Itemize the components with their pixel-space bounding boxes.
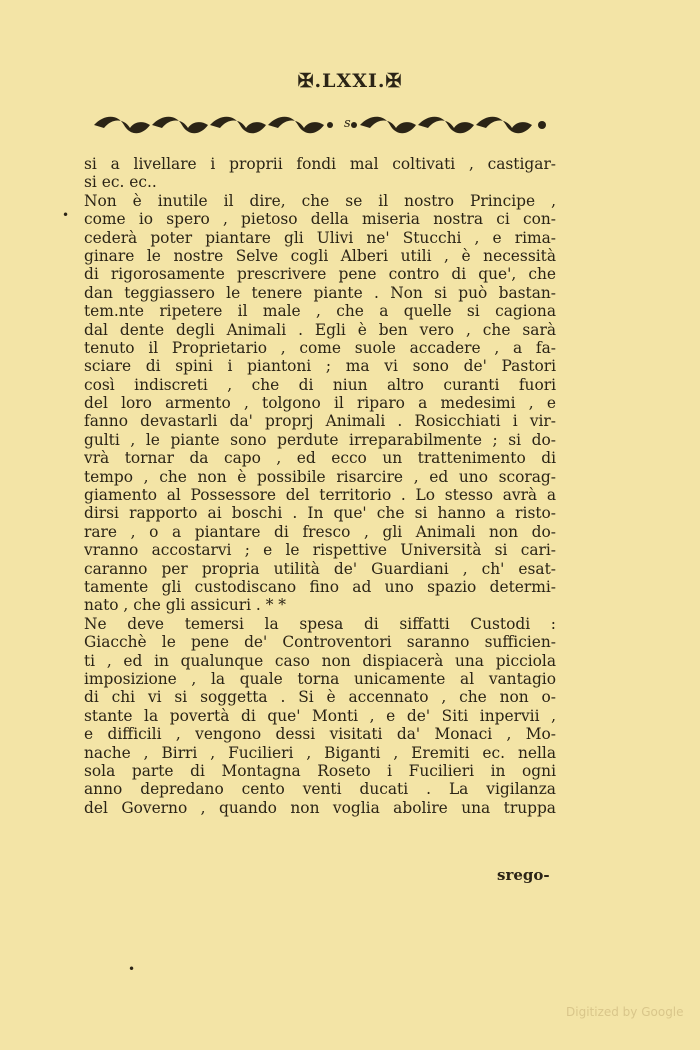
page-number-header: ✠.LXXI.✠ — [297, 70, 403, 92]
margin-mark: • — [62, 208, 70, 222]
text-line: così indiscreti , che di niun altro curanti fuori — [84, 375, 556, 394]
text-line: Non è inutile il dire, che se il nostro Principe , — [84, 191, 556, 210]
text-line: tamente gli custodiscano fino ad uno spazio determi- — [84, 577, 556, 596]
text-line: dirsi rapporto ai boschi . In que' che si hanno a risto- — [84, 504, 556, 523]
text-line: tenuto il Proprietario , come suole accadere , a fa- — [84, 338, 556, 357]
text-line: rare , o a piantare di fresco , gli Animali non do- — [84, 522, 556, 541]
text-line: nache , Birri , Fucilieri , Biganti , Eremiti ec. nella — [84, 743, 556, 762]
ornament-band — [90, 112, 552, 138]
text-line: stante la povertà di que' Monti , e de' Siti inpervii , — [84, 706, 556, 725]
text-line: come io spero , pietoso della miseria nostra ci con- — [84, 210, 556, 229]
text-line: ginare le nostre Selve cogli Alberi utili , è necessità — [84, 246, 556, 265]
text-line: imposizione , la quale torna unicamente al vantagio — [84, 669, 556, 688]
body-text — [84, 155, 556, 817]
text-line: dan teggiassero le tenere piante . Non si può bastan- — [84, 283, 556, 302]
text-line: si a livellare i proprii fondi mal coltivati , castigar- — [84, 155, 556, 173]
text-line: cederà poter piantare gli Ulivi ne' Stucchi , e rima- — [84, 228, 556, 247]
text-line: del Governo , quando non voglia abolire una truppa — [84, 798, 556, 817]
text-line: e difficili , vengono dessi visitati da' Monaci , Mo- — [84, 725, 556, 744]
text-line: tempo , che non è possibile risarcire , ed uno scorag- — [84, 467, 556, 486]
text-line: ti , ed in qualunque caso non dispiacerà una picciola — [84, 651, 556, 670]
text-line: giamento al Possessore del territorio . Lo stesso avrà a — [84, 486, 556, 505]
text-line: dal dente degli Animali . Egli è ben vero , che sarà — [84, 320, 556, 339]
catchword: srego- — [497, 866, 550, 884]
text-line: di rigorosamente prescrivere pene contro di que', che — [84, 265, 556, 284]
text-line: del loro armento , tolgono il riparo a medesimi , e — [84, 394, 556, 413]
text-line: Ne deve temersi la spesa di siffatti Custodi : — [84, 614, 556, 633]
text-line: sola parte di Montagna Roseto i Fucilieri in ogni — [84, 761, 556, 780]
digitization-watermark: Digitized by Google — [566, 1005, 684, 1019]
text-line: gulti , le piante sono perdute irreparabilmente ; si do- — [84, 430, 556, 449]
text-line: tem.nte ripetere il male , che a quelle si cagiona — [84, 302, 556, 321]
margin-mark: • — [128, 962, 136, 976]
text-line: anno depredano cento venti ducati . La vigilanza — [84, 780, 556, 799]
text-line: nato , che gli assicuri . * * — [84, 596, 287, 615]
text-line: fanno devastarli da' proprj Animali . Rosicchiati i vir- — [84, 412, 556, 431]
text-line: di chi vi si soggetta . Si è accennato , che non o- — [84, 688, 556, 707]
signature-mark: s — [344, 116, 351, 131]
text-line: caranno per propria utilità de' Guardiani , ch' esat- — [84, 559, 556, 578]
text-line: sciare di spini i piantoni ; ma vi sono de' Pastori — [84, 357, 556, 376]
text-line: vrà tornar da capo , ed ecco un trattenimento di — [84, 449, 556, 468]
text-line: Giacchè le pene de' Controventori saranno sufficien- — [84, 633, 556, 652]
text-line: si ec. ec.. — [84, 173, 157, 192]
text-line: vranno accostarvi ; e le rispettive Università si cari- — [84, 541, 556, 560]
